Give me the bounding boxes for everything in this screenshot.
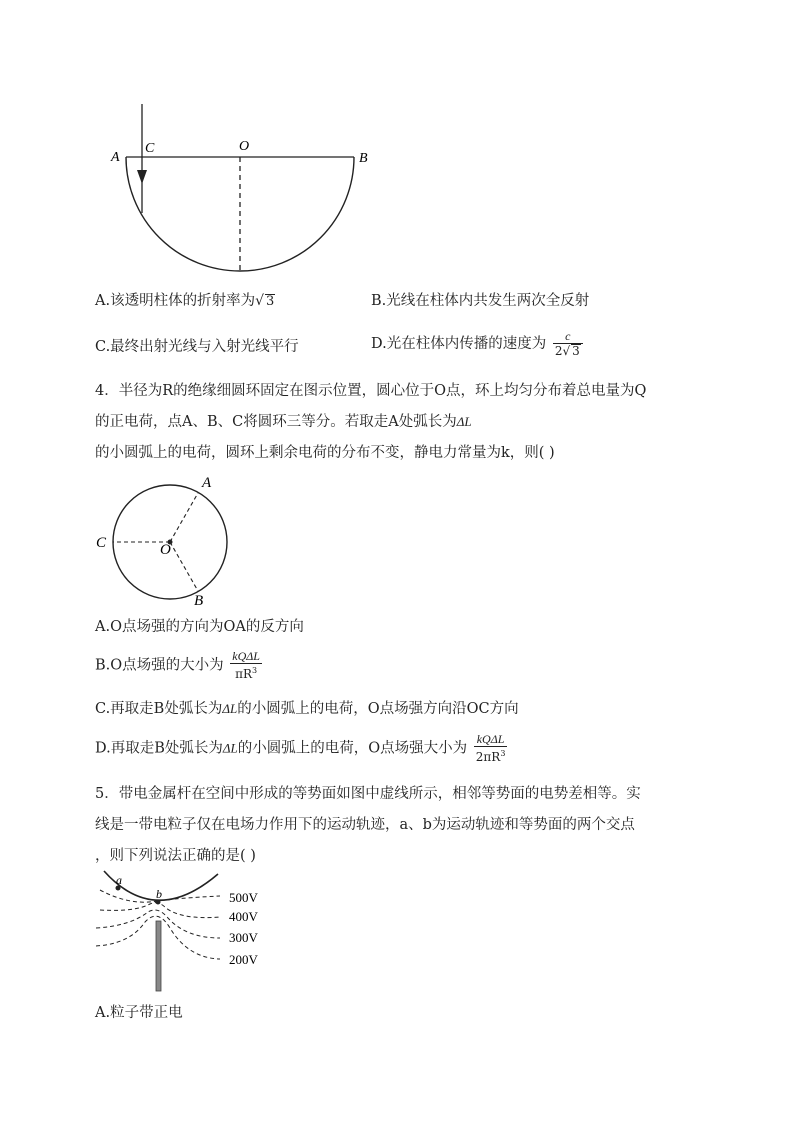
level-500v: 500V: [229, 890, 258, 905]
label-a: a: [116, 873, 122, 887]
label-A: A: [111, 150, 120, 165]
semicircle-figure: [100, 100, 380, 280]
ray-arrow-icon: [137, 170, 147, 184]
label-B: B: [194, 593, 204, 609]
radius-oa: [170, 493, 198, 542]
q5-stem-line1: 5．带电金属杆在空间中形成的等势面如图中虚线所示，相邻等势面的电势差相等。实: [95, 786, 641, 802]
q4-option-c: C.再取走B处弧长为ΔL的小圆弧上的电荷，O点场强方向沿OC方向: [95, 701, 519, 717]
q4-stem-line2: 的正电荷，点A、B、C将圆环三等分。若取走A处弧长为ΔL: [95, 414, 472, 430]
label-C: C: [96, 535, 107, 551]
label-b: b: [156, 887, 162, 901]
q4-stem-line3: 的小圆弧上的电荷，圆环上剩余电荷的分布不变，静电力常量为k，则( ): [95, 445, 555, 461]
ring-figure: [90, 465, 240, 610]
equipotential-figure: [90, 868, 280, 993]
label-O: O: [160, 542, 171, 558]
q5-option-a: A.粒子带正电: [95, 1005, 183, 1021]
q4-stem-line1: 4．半径为R的绝缘细圆环固定在图示位置，圆心位于O点，环上均匀分布着总电量为Q: [95, 383, 647, 399]
q4-option-a: A.O点场强的方向为OA的反方向: [95, 619, 304, 635]
q4-option-b: B.O点场强的大小为 $\frac{\text{kQΔL}}{\pi R^3}$: [95, 649, 260, 681]
q5-stem-line2: 线是一带电粒子仅在电场力作用下的运动轨迹，a、b为运动轨迹和等势面的两个交点: [95, 817, 635, 833]
level-200v: 200V: [229, 952, 258, 967]
label-B: B: [359, 151, 368, 166]
level-400v: 400V: [229, 909, 258, 924]
radius-ob: [170, 542, 198, 591]
q3-option-c: C.最终出射光线与入射光线平行: [95, 339, 299, 355]
q4-option-d: D.再取走B处弧长为ΔL的小圆弧上的电荷，O点场强大小为 $\frac{\text{kQΔL}}{2\pi R^3}$: [95, 732, 506, 764]
label-O: O: [239, 139, 250, 154]
metal-rod: [156, 921, 161, 991]
q5-stem-line3: ，则下列说法正确的是( ): [95, 848, 256, 864]
label-C: C: [145, 141, 155, 156]
q3-option-d: D.光在柱体内传播的速度为 $\frac{c}{2√ 3}$: [371, 330, 585, 358]
q3-option-b: B.光线在柱体内共发生两次全反射: [371, 293, 590, 309]
label-A: A: [202, 475, 212, 491]
level-300v: 300V: [229, 930, 258, 945]
equipotential-400v: [100, 903, 220, 918]
q3-option-a: A.该透明柱体的折射率为√ 3: [95, 293, 275, 309]
